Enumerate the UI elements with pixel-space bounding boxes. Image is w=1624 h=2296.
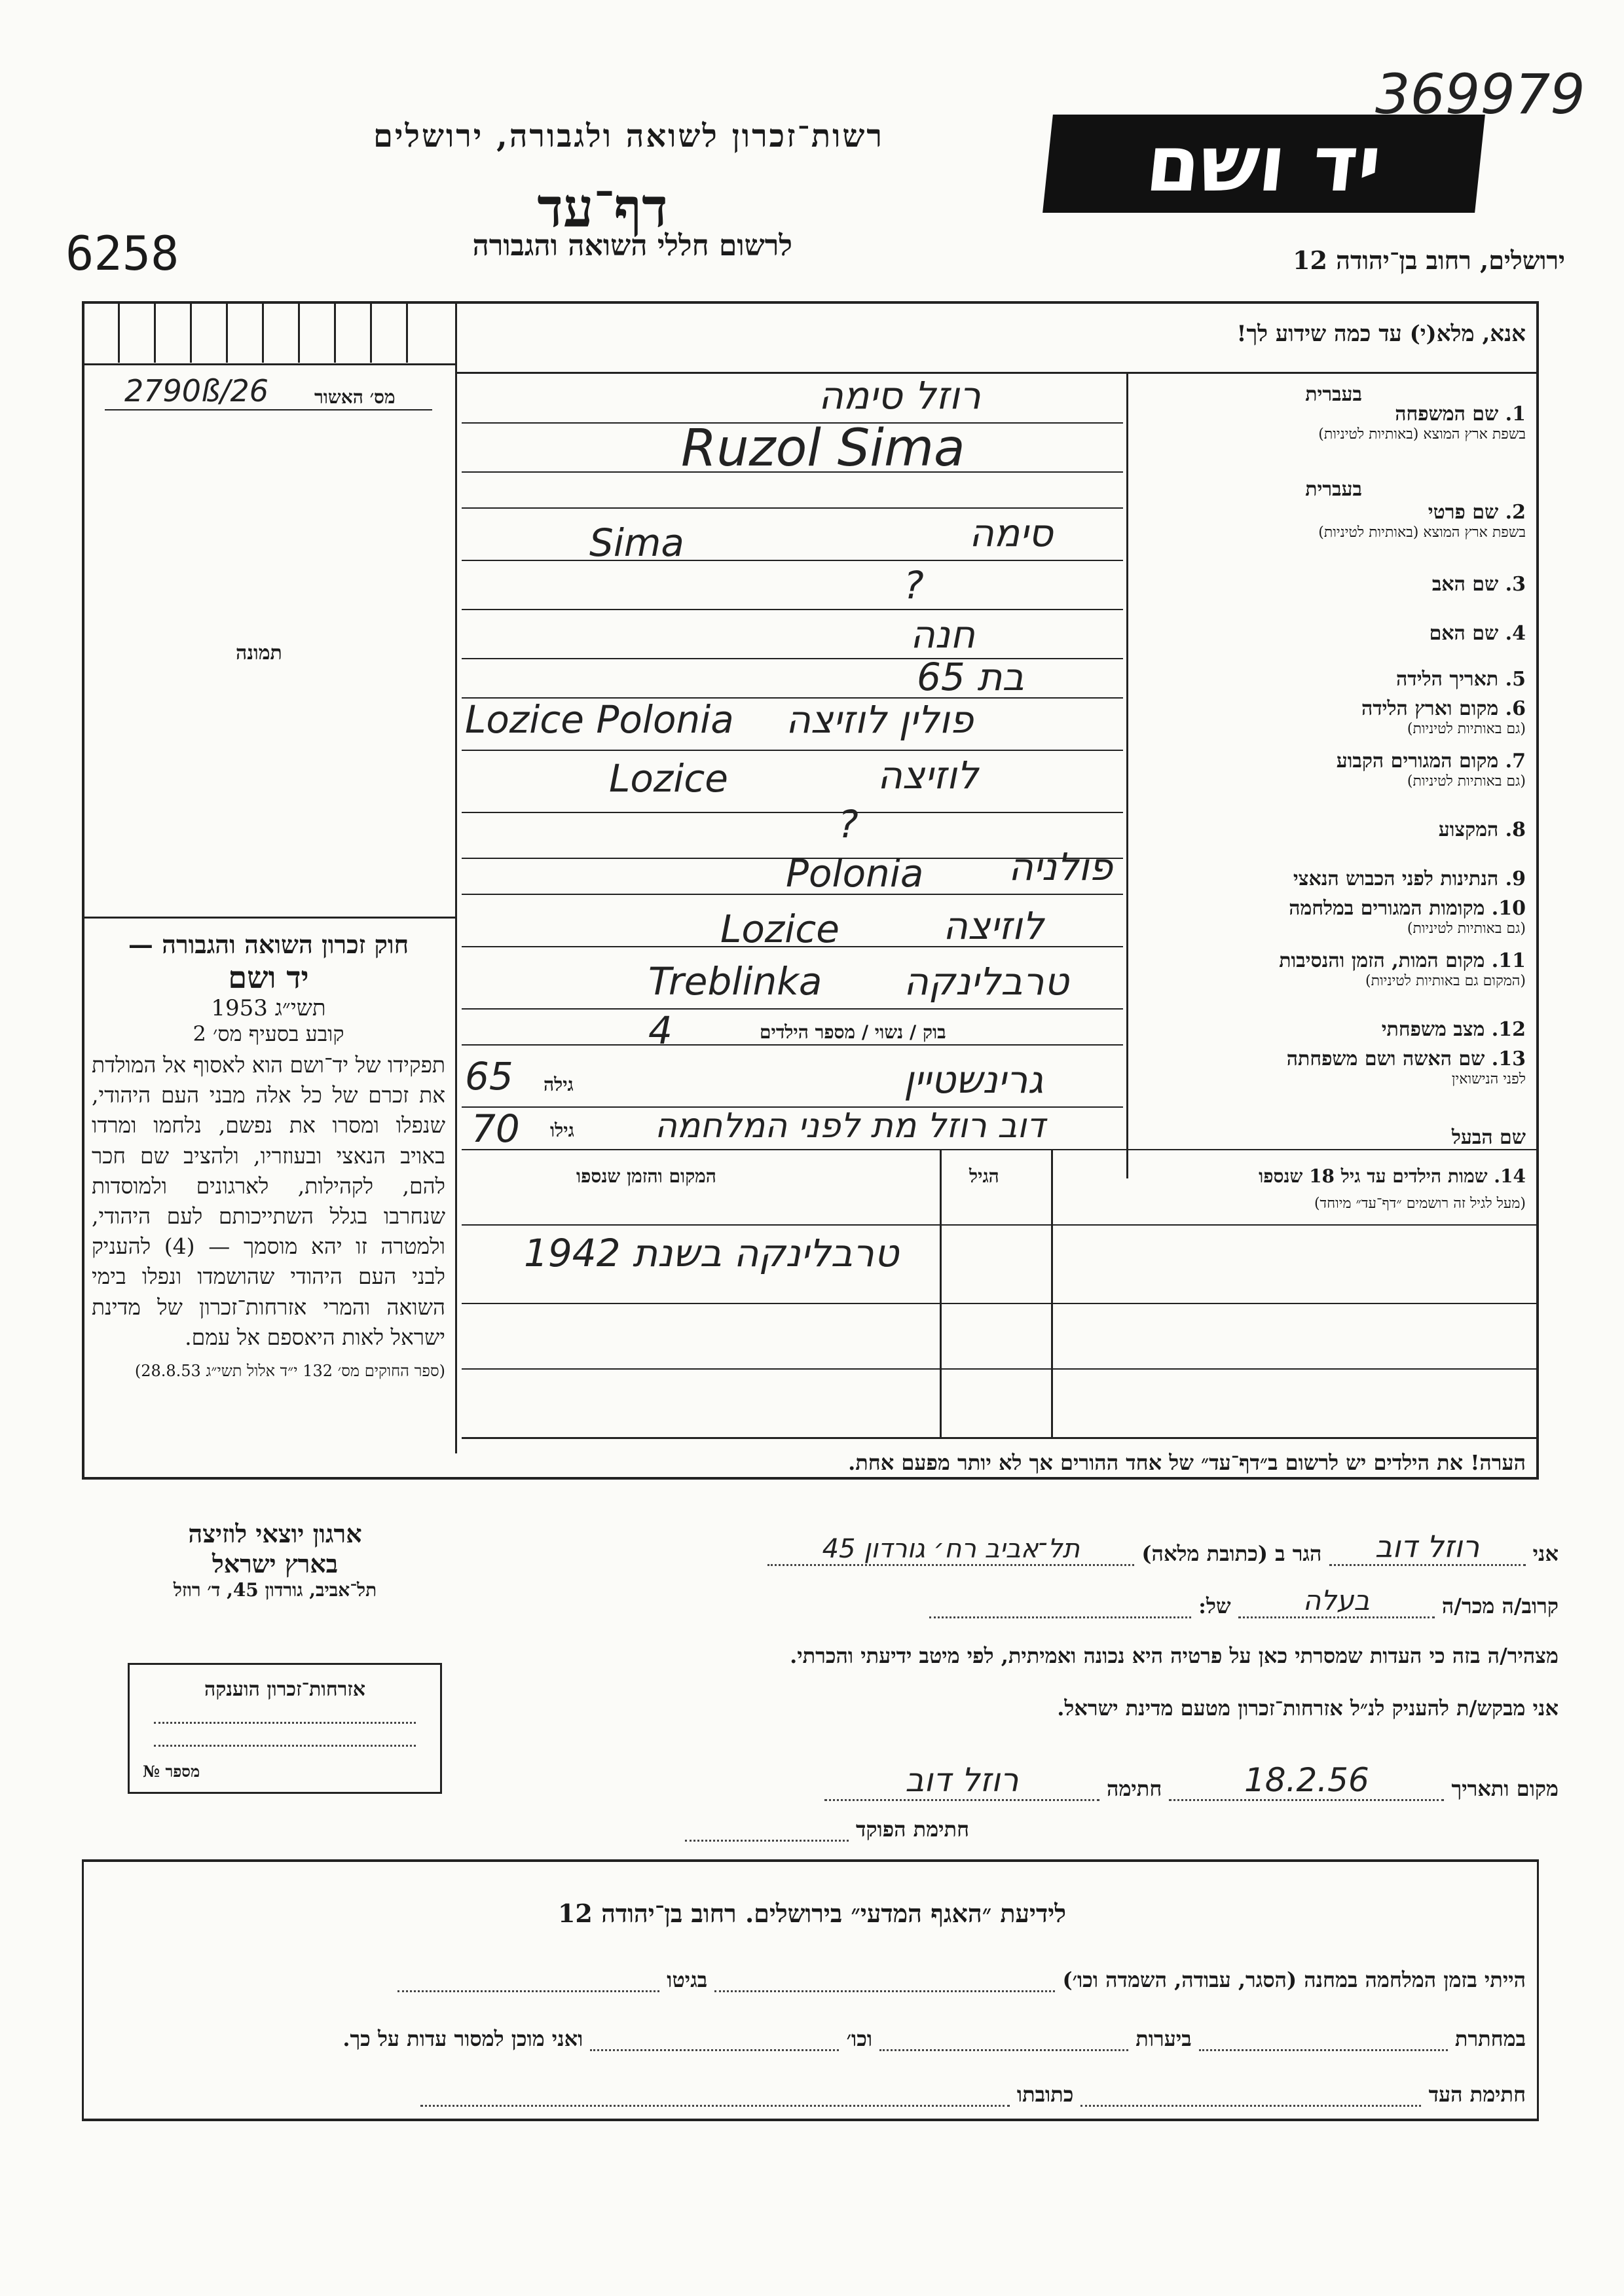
certificate-number: 2790ß/26 (124, 373, 269, 409)
archive-box-title: אזרחות־זכרון הוענקה (204, 1678, 366, 1701)
law-text: תפקידו של יד־ושם הוא לאסוף אל המולדת את זכרם של כל אלה מבני העם היהודי, שנפלו ומסרו את נפשם, נלחמו ומרדו באויב הנאצי ובעוזריו, ולהציב שם חכר להם, לקהילות, לארגונים ולמוסדות שנחרבו בגלל השתייכותם לעם היהודי, ולמטרה זו יהא מוסמך — (4) להעניק לבני העם היהודי שהושמדו ונפלו בימי השואה והמרי אזרחות־זכרון של מדינת ישראל לאות היאספם אל עמם. (92, 1052, 445, 1350)
declaration-signature: רוזל דוב (824, 1761, 1099, 1801)
answer-wartime-latin: Lozice (720, 907, 840, 951)
answer-residence-latin: Lozice (609, 756, 728, 801)
answer-wife-age: 65 (465, 1054, 513, 1099)
answer-father: ? (904, 563, 924, 608)
field-profession: 8. המקצוע (1438, 818, 1526, 841)
declarant-address: תל־אביב רח׳ גורדון 45 (767, 1534, 1134, 1566)
children-name-header: 14. שמות הילדים עד גיל 18 שנספו (1259, 1165, 1526, 1187)
law-source: (ספר החוקים מס׳ 132 י״ד אלול תשי״ג 28.8.53) (134, 1361, 445, 1380)
declaration-line-3: מצהיר/ה בזה כי העדות שמסרתי כאן על פרטיה היא נכונה ואמיתית, לפי מיטב ידיעתי והכרתי. (790, 1643, 1559, 1668)
certificate-underline (105, 409, 432, 410)
bottom-title: לידיעת ״האגף המדעי״ בירושלים. רחוב בן־יהודה 12 (557, 1899, 1067, 1928)
yad-vashem-logo: יד ושם (1043, 115, 1485, 213)
certificate-label: מס׳ האשור (314, 386, 396, 408)
answer-death-hebrew: טרבלינקה (904, 959, 1069, 1004)
header-tick (262, 304, 264, 363)
header-tick (370, 304, 372, 363)
declaration-line-5: מקום ותאריך 18.2.56 חתימה רוזל דוב (824, 1761, 1559, 1801)
answer-line (462, 1008, 1123, 1010)
children-note: הערה! את הילדים יש לרשום ב״דף־עד״ של אחד ההורים אך לא יותר מפעם אחת. (848, 1450, 1526, 1475)
form-subtitle: לרשום חללי השואה והגבורה (472, 229, 792, 263)
intro-divider (455, 372, 1539, 374)
answer-line (462, 1044, 1123, 1046)
table-row-line (462, 1303, 1539, 1304)
table-header-line (462, 1224, 1539, 1226)
answer-wife-name: גרינשטיין (904, 1057, 1044, 1102)
column-divider (455, 301, 457, 1453)
answer-line (462, 1149, 1539, 1150)
children-place-header: המקום והזמן שנספו (576, 1165, 716, 1187)
organization-stamp (105, 1519, 445, 1601)
field-family-hebrew-tag: בעברית (1305, 383, 1362, 406)
field-father: 3. שם האב (1431, 573, 1526, 596)
wife-age-label: גילה (544, 1074, 574, 1095)
field-first-name: 2. שם פרטי בשפת ארץ המוצא (באותיות לטיניות) (1318, 501, 1526, 541)
answer-line (462, 507, 1123, 509)
header-tick (190, 304, 192, 363)
answer-line (462, 609, 1123, 610)
header-tick (406, 304, 408, 363)
marital-options-label: בוק / נשוי / מספר הילדים (760, 1021, 946, 1043)
field-wife-name: 13. שם האשה ושם משפחתה לפני הנישואין (1286, 1048, 1526, 1087)
law-year: תשי״ג 1953 (211, 995, 326, 1021)
relation-value: בעלה (1238, 1584, 1435, 1618)
answer-birthplace-hebrew: פולין לוזיצה (786, 697, 974, 742)
table-divider-name (1051, 1149, 1053, 1437)
header-tick (154, 304, 156, 363)
bottom-line-2: במחתרת ביערות וכו׳ ואני מוכן למסור עדות על כך. (342, 2026, 1526, 2051)
intro-text: אנא, מלא(י) עד כמה שידוע לך! (1236, 321, 1526, 347)
stamp-line-1: ארגון יוצאי לוזיצה (188, 1519, 362, 1548)
answer-birth-date: בת 65 (917, 655, 1024, 699)
declaration-date: 18.2.56 (1169, 1761, 1444, 1801)
answer-children-count: 4 (648, 1008, 673, 1053)
answer-line (462, 750, 1123, 751)
children-row-place: טרבלינקה בשנת 1942 (524, 1231, 899, 1275)
stamp-line-2: בארץ ישראל (212, 1549, 339, 1578)
answer-residence-hebrew: לוזיצה (877, 753, 979, 797)
answer-nationality-latin: Polonia (786, 851, 924, 896)
answer-profession: ? (838, 802, 858, 847)
field-family-name: 1. שם המשפחה בשפת ארץ המוצא (באותיות לטיניות) (1318, 403, 1526, 443)
bottom-line-1: הייתי בזמן המלחמה במחנה (הסגר, עבודה, השמדה וכו׳) בגיטו (397, 1967, 1526, 1992)
field-death-place: 11. מקום המות, הזמן והנסיבות (המקום גם באותיות לטיניות) (1279, 949, 1526, 989)
photo-box-bottom (82, 917, 455, 919)
header-tick (298, 304, 300, 363)
answer-line (462, 560, 1123, 561)
answer-family-hebrew: רוזל סימה (819, 373, 981, 418)
record-number: 369979 (1375, 62, 1585, 126)
answer-wartime-hebrew: לוזיצה (943, 903, 1044, 948)
field-mother: 4. שם האם (1429, 622, 1526, 645)
field-marital-status: 12. מצב משפחתי (1381, 1018, 1526, 1041)
answer-birthplace-latin: Lozice Polonia (465, 697, 734, 742)
answer-first-hebrew: סימה (969, 511, 1053, 555)
field-wartime-residence: 10. מקומות המגורים במלחמה (גם באותיות לטיניות) (1289, 897, 1526, 937)
header-tick (118, 304, 120, 363)
archive-number-label: מספר № (143, 1762, 200, 1781)
header-tick (226, 304, 228, 363)
law-name: יד ושם (228, 960, 309, 995)
law-clause: קובע בסעיף מס׳ 2 (193, 1021, 344, 1046)
header-organization: רשות־זכרון לשואה ולגבורה, ירושלים (373, 118, 884, 155)
field-residence: 7. מקום המגורים הקבוע (גם באותיות לטיניות) (1336, 750, 1526, 790)
form-number: 6258 (65, 226, 179, 281)
children-name-subheader: (מעל לגיל זה רושמים ״דף־עד״ מיוחד) (1314, 1195, 1526, 1212)
field-first-hebrew-tag: בעברית (1305, 478, 1362, 501)
field-birthplace: 6. מקום וארץ הלידה (גם באותיות לטיניות) (1361, 697, 1526, 737)
husband-age-label: גילו (550, 1120, 574, 1141)
declaration-line-4: אני מבקש/ת להעניק לנ״ל אזרחות־זכרון מטעם מדינת ישראל. (1057, 1696, 1559, 1721)
declaration-line-1: אני רוזל דוב הגר ב (כתובת מלאה) תל־אביב רח׳ גורדון 45 (767, 1529, 1559, 1566)
declaration-line-2: קרוב/ה מכר/ה בעלה של: (929, 1584, 1559, 1618)
answer-first-latin: Sima (589, 520, 684, 565)
form-title: דף־עד (537, 177, 668, 240)
table-row-line (462, 1368, 1539, 1370)
law-block (92, 930, 445, 1381)
bottom-line-3: חתימת העד כתובתו (420, 2082, 1526, 2107)
answer-death-latin: Treblinka (648, 959, 822, 1004)
answer-husband-age: 70 (471, 1106, 520, 1151)
photo-label: תמונה (236, 642, 282, 665)
answer-line (462, 812, 1123, 813)
answer-husband: דוב רוזל מת לפני המלחמה (655, 1106, 1045, 1146)
law-title: חוק זכרון השואה והגבורה — (128, 930, 409, 959)
stamp-line-3: תל־אביב, גורדון 45, ד׳ רוזל (173, 1579, 377, 1601)
field-husband-name: שם הבעל (1451, 1126, 1526, 1149)
memorial-citizenship-box (128, 1663, 442, 1794)
table-bottom-line (462, 1437, 1539, 1439)
children-age-header: הגיל (969, 1165, 999, 1187)
field-birth-date: 5. תאריך הלידה (1396, 668, 1526, 691)
answer-mother: חנה (910, 612, 976, 657)
answer-nationality-hebrew: פולניה (1008, 845, 1113, 889)
header-tick-bottom (82, 363, 455, 365)
header-tick (334, 304, 336, 363)
label-divider (1126, 373, 1128, 1178)
officer-signature-line: חתימת הפוקד (685, 1817, 969, 1842)
answer-family-latin: Ruzol Sima (681, 419, 965, 478)
header-address: ירושלים, רחוב בן־יהודה 12 (1293, 246, 1565, 275)
field-nationality: 9. הנתינות לפני הכבוש הנאצי (1293, 867, 1526, 890)
table-divider-age (940, 1149, 942, 1437)
declarant-name: רוזל דוב (1329, 1529, 1526, 1566)
